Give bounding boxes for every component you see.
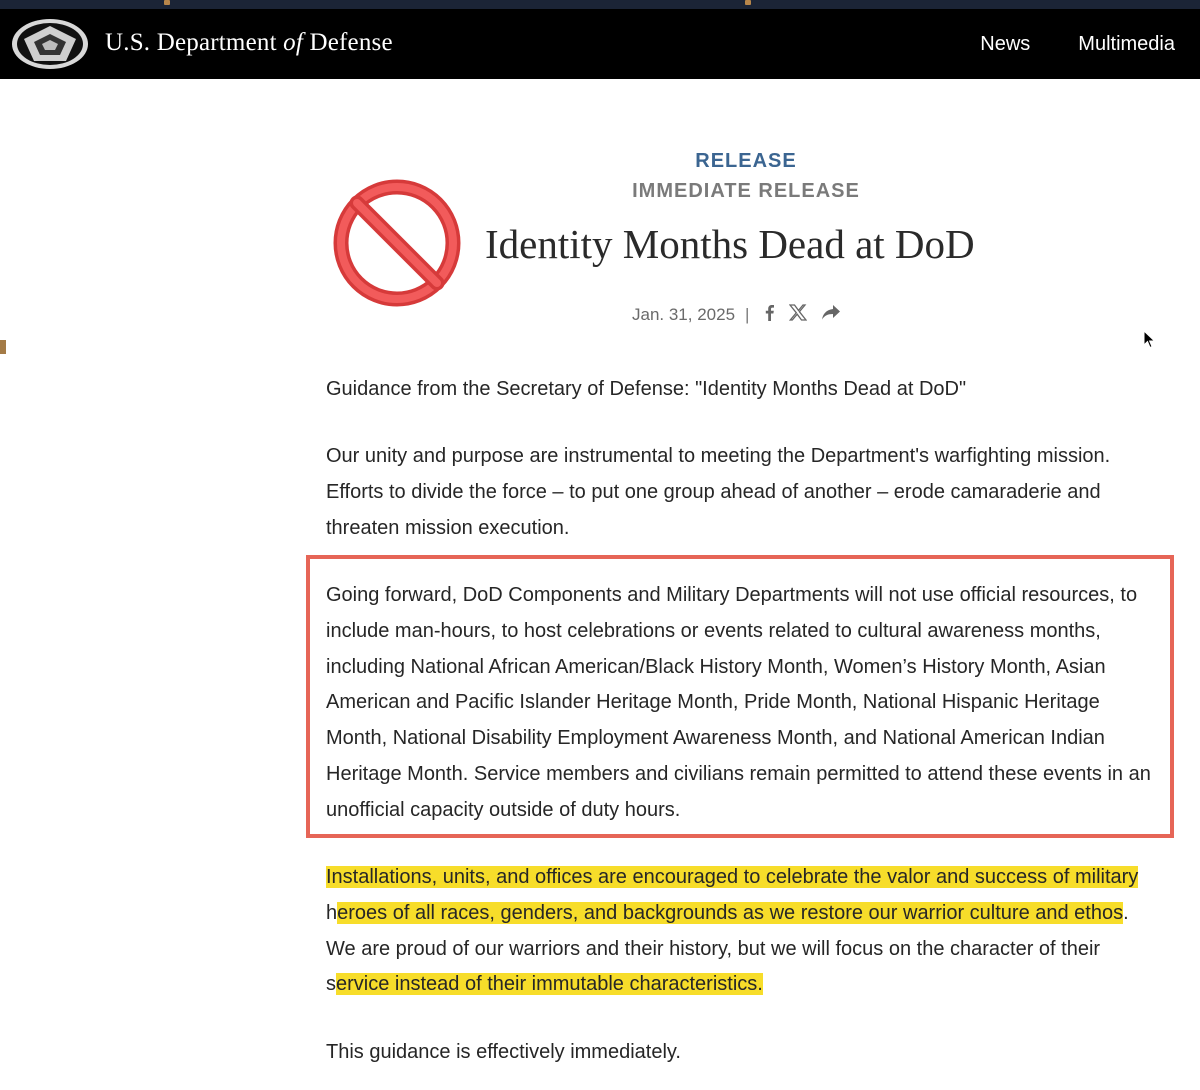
body-paragraph: This guidance is effectively immediately. [326,1041,681,1063]
meta-separator: | [745,305,750,324]
strip-marker [745,0,751,5]
edge-marker [0,340,6,354]
highlighted-text: ervice instead of their immutable characteristics. [336,973,763,996]
nav-news[interactable]: News [980,33,1031,55]
prohibited-emoji-icon [332,178,462,308]
pentagon-seal-icon[interactable] [10,17,90,71]
top-strip [0,0,1200,9]
nav-multimedia[interactable]: Multimedia [1078,33,1175,55]
plain-text: We are proud of our warriors and their history, but we will focus on the character of their [326,937,1101,960]
share-icon[interactable] [821,304,841,326]
facebook-icon[interactable] [763,304,775,326]
release-date: Jan. 31, 2025 [632,305,736,324]
brand-text: U.S. Department [105,29,284,56]
brand-text: Defense [303,29,393,56]
page-title: Identity Months Dead at DoD [485,221,975,267]
release-subtype: IMMEDIATE RELEASE [632,180,860,202]
highlighted-text: eroes of all races, genders, and backgrounds as we restore our warrior culture and ethos [337,901,1124,924]
plain-text: . [1123,901,1129,924]
brand-of: of [283,29,304,56]
strip-marker [164,0,170,5]
mouse-cursor-icon [1143,330,1157,350]
boxed-paragraph: Going forward, DoD Components and Military Departments will not use official resources, to include man-hours, to host celebrations or events related to cultural awareness months, including National African American/Black History Month, Women’s History Month, Asian American and Pacific Islander Heritage Month, Pride Month, National Hispanic Heritage Month, National Disability Employment Awareness Month, and National American Indian Heritage Month. Service members and civilians remain permitted to attend these events in an unofficial capacity outside of duty hours. [326,584,1151,821]
release-meta [632,304,855,326]
main-nav [980,33,1175,56]
plain-text: s [326,973,336,996]
site-header [0,9,1200,79]
highlighted-paragraph [326,860,1166,1003]
x-icon[interactable] [789,304,807,326]
body-paragraph: Our unity and purpose are instrumental to meeting the Department's warfighting mission. Efforts to divide the force – to put one group ahead of another – erode camaraderie and threaten mission execution. [326,445,1111,539]
highlighted-text: Installations, units, and offices are encouraged to celebrate the valor and success of military [326,866,1139,888]
site-brand[interactable] [105,29,393,57]
plain-text: h [326,901,338,924]
release-type: RELEASE [695,150,797,172]
body-paragraph: Guidance from the Secretary of Defense: "Identity Months Dead at DoD" [326,378,967,400]
